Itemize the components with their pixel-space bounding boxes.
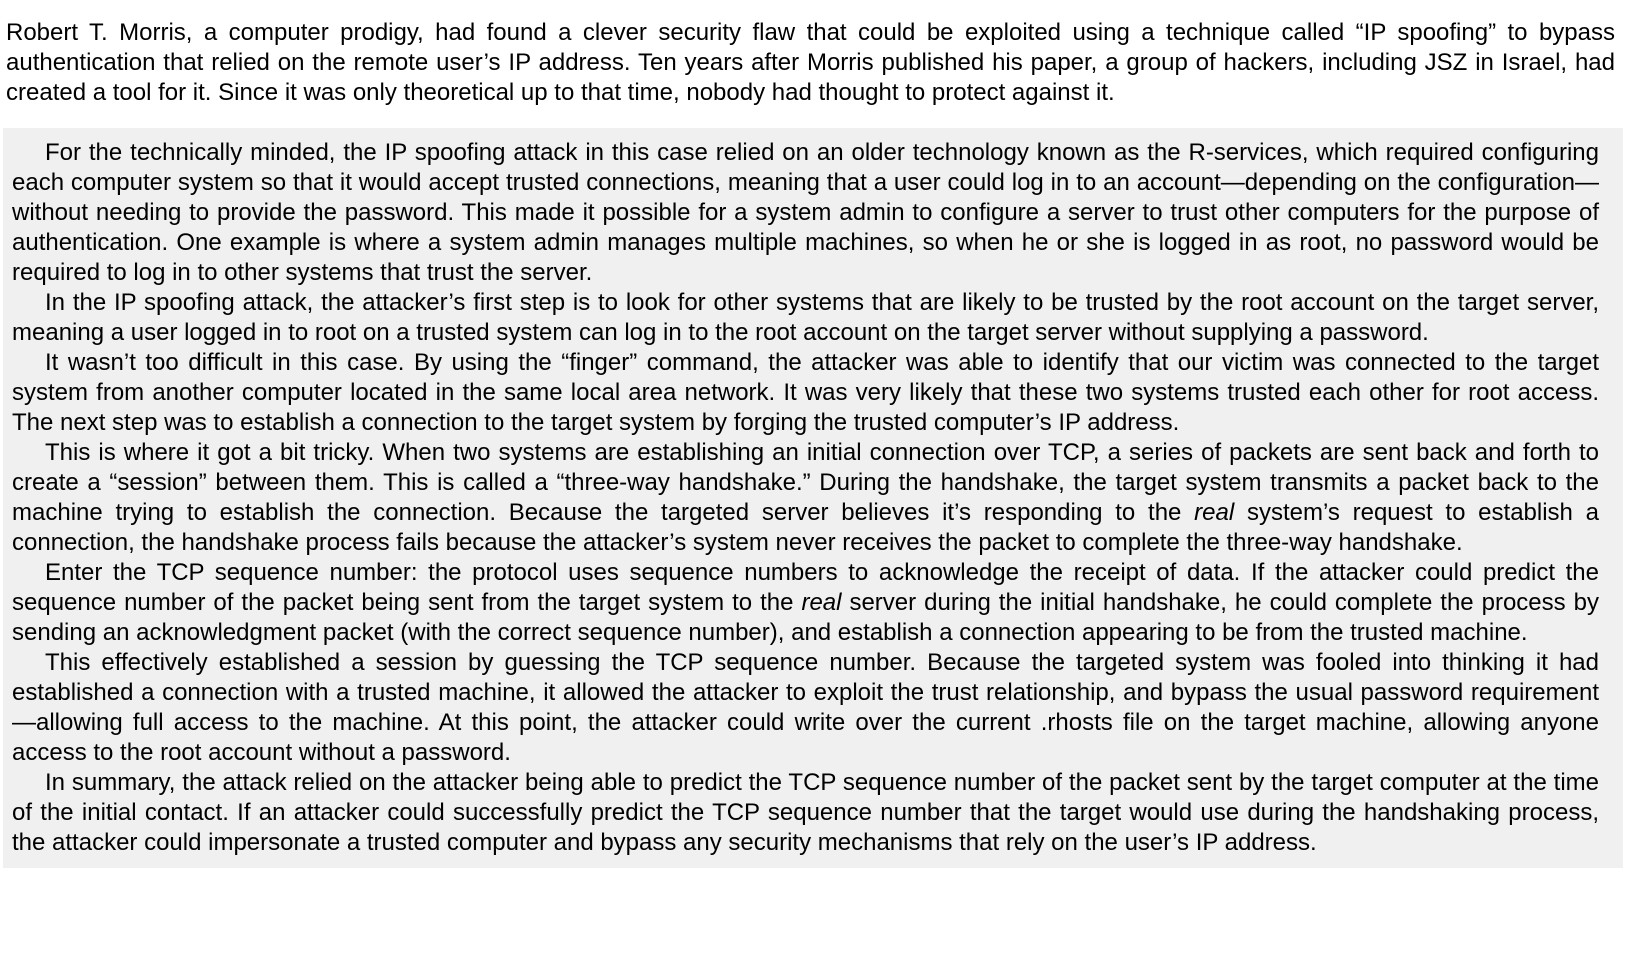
- emphasized-term: real: [1194, 499, 1235, 526]
- excerpt-paragraph: This is where it got a bit tricky. When two systems are establishing an initial connection over TCP, a series of packets are sent back and forth to create a “session” between them. This is called a “three-way handshake.” During the handshake, the target system transmits a packet back to the machine trying to establish the connection. Because the targeted server believes it’s responding to the real system’s request to establish a connection, the handshake process fails because the attacker’s system never receives the packet to complete the three-way handshake.: [12, 439, 1599, 556]
- emphasized-term: real: [801, 589, 842, 616]
- excerpt-block: [3, 128, 1623, 868]
- excerpt-paragraph: In the IP spoofing attack, the attacker’s first step is to look for other systems that are likely to be trusted by the root account on the target server, meaning a user logged in to root on a trusted system can log in to the root account on the target server without supplying a password.: [12, 289, 1599, 346]
- excerpt-paragraph: In summary, the attack relied on the attacker being able to predict the TCP sequence number of the packet sent by the target computer at the time of the initial contact. If an attacker could successfully predict the TCP sequence number that the target would use during the handshaking process, the attacker could impersonate a trusted computer and bypass any security mechanisms that rely on the user’s IP address.: [12, 769, 1599, 856]
- excerpt-paragraph: This effectively established a session by guessing the TCP sequence number. Because the targeted system was fooled into thinking it had established a connection with a trusted machine, it allowed the attacker to exploit the trust relationship, and bypass the usual password requirement—allowing full access to the machine. At this point, the attacker could write over the current .rhosts file on the target machine, allowing anyone access to the root account without a password.: [12, 649, 1599, 766]
- excerpt-paragraph: It wasn’t too difficult in this case. By using the “finger” command, the attacker was able to identify that our victim was connected to the target system from another computer located in the same local area network. It was very likely that these two systems trusted each other for root access. The next step was to establish a connection to the target system by forging the trusted computer’s IP address.: [12, 349, 1599, 436]
- excerpt-paragraph: Enter the TCP sequence number: the protocol uses sequence numbers to acknowledge the receipt of data. If the attacker could predict the sequence number of the packet being sent from the target system to the real server during the initial handshake, he could complete the process by sending an acknowledgment packet (with the correct sequence number), and establish a connection appearing to be from the trusted machine.: [12, 559, 1599, 646]
- intro-paragraph: Robert T. Morris, a computer prodigy, had found a clever security flaw that could be exploited using a technique called “IP spoofing” to bypass authentication that relied on the remote user’s IP address. Ten years after Morris published his paper, a group of hackers, including JSZ in Israel, had created a tool for it. Since it was only theoretical up to that time, nobody had thought to protect against it.: [6, 19, 1615, 106]
- excerpt-paragraph: For the technically minded, the IP spoofing attack in this case relied on an older technology known as the R-services, which required configuring each computer system so that it would accept trusted connections, meaning that a user could log in to an account—depending on the configuration—without needing to provide the password. This made it possible for a system admin to configure a server to trust other computers for the purpose of authentication. One example is where a system admin manages multiple machines, so when he or she is logged in as root, no password would be required to log in to other systems that trust the server.: [12, 139, 1599, 286]
